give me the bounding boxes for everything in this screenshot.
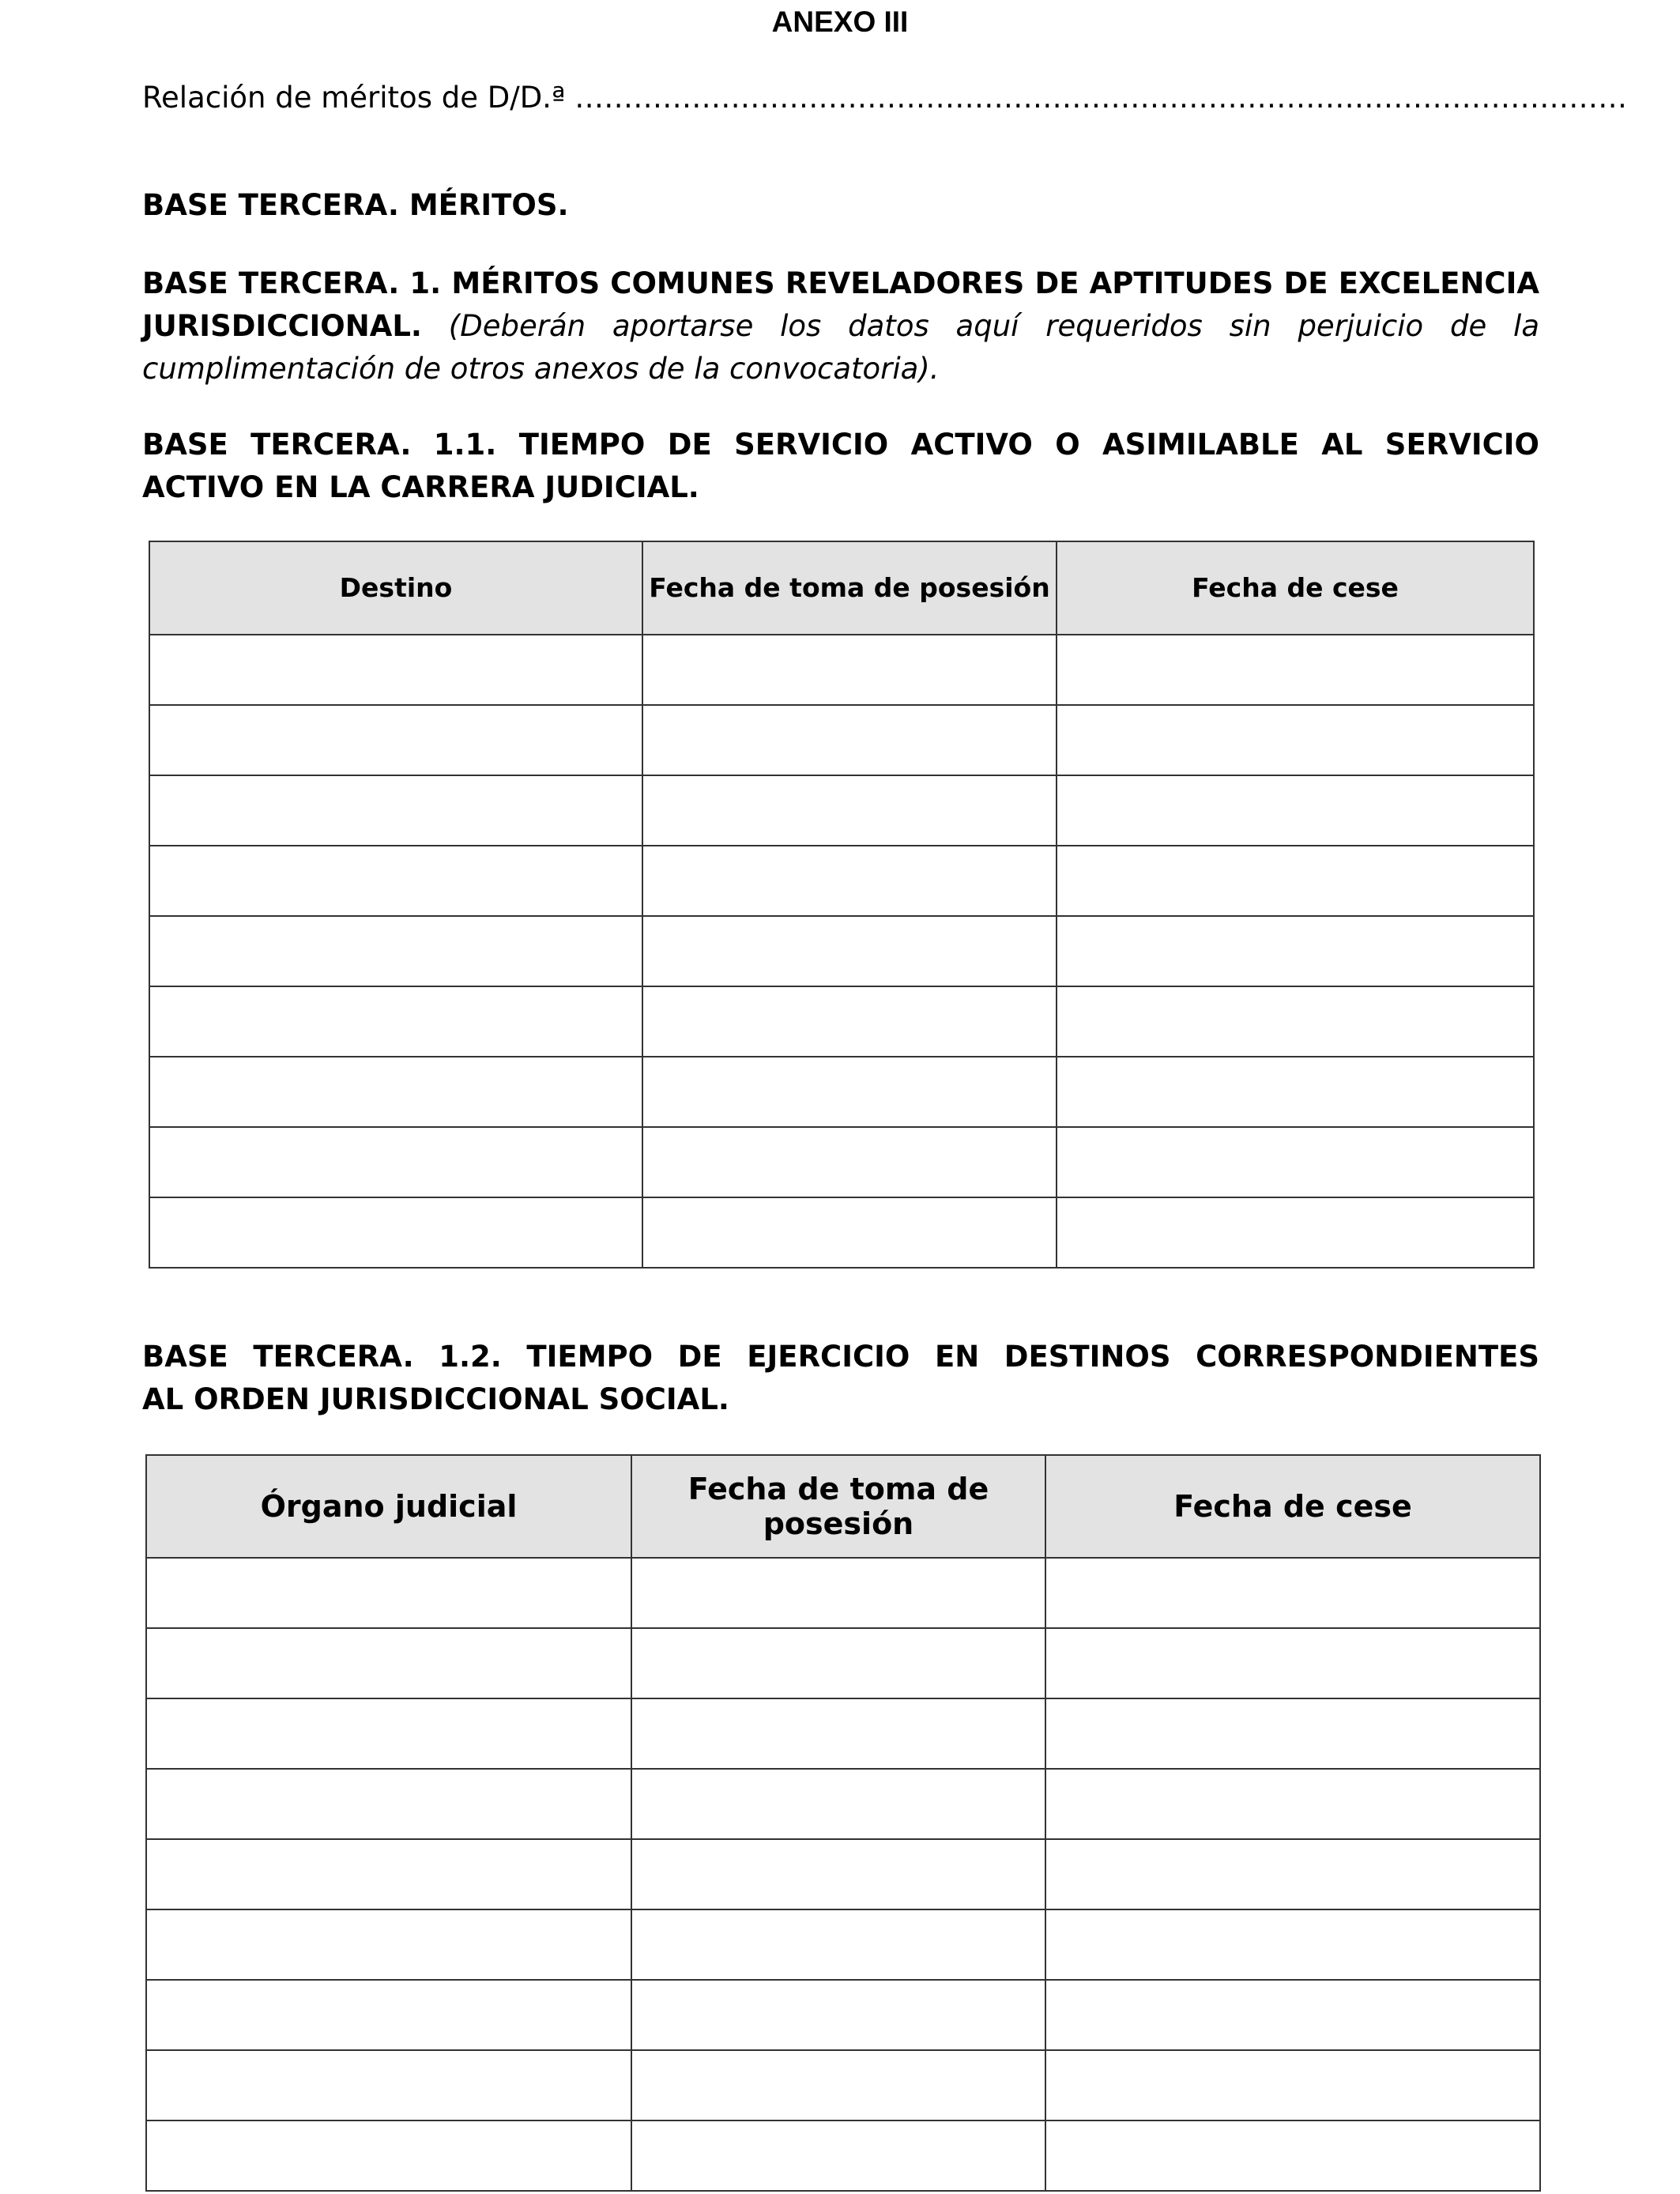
table-row [149,775,1534,846]
cell-organo-judicial[interactable] [146,1909,631,1980]
cell-destino[interactable] [149,1057,642,1127]
cell-fecha-toma[interactable] [642,916,1057,986]
cell-fecha-cese[interactable] [1045,2050,1540,2120]
table-row [149,635,1534,705]
cell-fecha-toma[interactable] [642,986,1057,1057]
cell-fecha-cese[interactable] [1045,2120,1540,2191]
cell-fecha-cese[interactable] [1057,1057,1534,1127]
cell-organo-judicial[interactable] [146,1980,631,2050]
cell-fecha-toma[interactable] [631,1698,1045,1769]
cell-organo-judicial[interactable] [146,2050,631,2120]
annex-title: ANEXO III [771,6,909,38]
column-header-fecha-cese: Fecha de cese [1057,541,1534,635]
cell-fecha-toma[interactable] [642,1197,1057,1268]
table-row [149,705,1534,775]
table-row [146,2120,1540,2191]
section-1-1-title-line1: BASE TERCERA. 1.1. TIEMPO DE SERVICIO ACTIVO O ASIMILABLE AL SERVICIO [142,428,1539,462]
cell-fecha-toma[interactable] [631,1980,1045,2050]
cell-fecha-toma[interactable] [642,1127,1057,1197]
cell-fecha-cese[interactable] [1057,916,1534,986]
cell-fecha-toma[interactable] [631,1558,1045,1628]
table-row [149,1057,1534,1127]
cell-organo-judicial[interactable] [146,1698,631,1769]
column-header-fecha-cese: Fecha de cese [1045,1455,1540,1558]
cell-destino[interactable] [149,986,642,1057]
table-tiempo-ejercicio-social [145,1454,1541,2192]
table-row [149,1197,1534,1268]
table-row [146,1769,1540,1839]
table-row [149,1127,1534,1197]
cell-fecha-cese[interactable] [1057,1197,1534,1268]
cell-fecha-cese[interactable] [1045,1558,1540,1628]
cell-fecha-toma[interactable] [642,775,1057,846]
cell-fecha-cese[interactable] [1057,775,1534,846]
cell-destino[interactable] [149,1127,642,1197]
cell-organo-judicial[interactable] [146,1558,631,1628]
cell-fecha-toma[interactable] [631,1628,1045,1698]
cell-organo-judicial[interactable] [146,1769,631,1839]
cell-destino[interactable] [149,705,642,775]
column-header-fecha-toma-posesion: Fecha de toma de posesión [631,1455,1045,1558]
cell-fecha-toma[interactable] [642,846,1057,916]
table-row [146,2050,1540,2120]
cell-fecha-toma[interactable] [631,2120,1045,2191]
cell-fecha-cese[interactable] [1057,1127,1534,1197]
cell-destino[interactable] [149,635,642,705]
column-header-organo-judicial: Órgano judicial [146,1455,631,1558]
table-row [149,916,1534,986]
section-1-note: (Deberán aportarse los datos aquí requeridos sin perjuicio de la cumplimentación de otros anexos de la convocatoria). [142,309,1540,386]
cell-fecha-cese[interactable] [1045,1698,1540,1769]
cell-destino[interactable] [149,775,642,846]
cell-fecha-toma[interactable] [631,1769,1045,1839]
cell-organo-judicial[interactable] [146,1628,631,1698]
cell-fecha-cese[interactable] [1057,986,1534,1057]
table-row [146,1628,1540,1698]
cell-fecha-cese[interactable] [1045,1980,1540,2050]
table-row [146,1980,1540,2050]
cell-organo-judicial[interactable] [146,2120,631,2191]
table-row [146,1698,1540,1769]
cell-fecha-cese[interactable] [1045,1628,1540,1698]
cell-fecha-toma[interactable] [642,705,1057,775]
cell-fecha-toma[interactable] [631,2050,1045,2120]
cell-destino[interactable] [149,916,642,986]
section-1-2-title-line1: BASE TERCERA. 1.2. TIEMPO DE EJERCICIO EN DESTINOS CORRESPONDIENTES [142,1340,1539,1374]
table-row [146,1558,1540,1628]
table-header-row [146,1455,1540,1558]
cell-fecha-cese[interactable] [1045,1909,1540,1980]
table-row [146,1909,1540,1980]
cell-fecha-cese[interactable] [1045,1769,1540,1839]
section-1-2-title-line2: AL ORDEN JURISDICCIONAL SOCIAL. [142,1382,729,1416]
table-header-row [149,541,1534,635]
cell-fecha-cese[interactable] [1057,705,1534,775]
table-tiempo-servicio [149,541,1535,1269]
table-row [149,986,1534,1057]
cell-organo-judicial[interactable] [146,1839,631,1909]
heading-base-tercera-meritos: BASE TERCERA. MÉRITOS. [142,188,569,222]
cell-fecha-toma[interactable] [631,1909,1045,1980]
cell-fecha-toma[interactable] [642,635,1057,705]
section-1-paragraph [142,262,1539,390]
column-header-destino: Destino [149,541,642,635]
section-1-title: BASE TERCERA. 1. MÉRITOS COMUNES REVELADORES DE APTITUDES DE EXCELENCIA JURISDICCIONAL. [142,266,1539,343]
relacion-line: Relación de méritos de D/D.ª ……………………………………………………………………………………………… [142,81,1628,115]
cell-fecha-cese[interactable] [1045,1839,1540,1909]
column-header-fecha-toma-posesion: Fecha de toma de posesión [642,541,1057,635]
table-row [149,846,1534,916]
cell-fecha-cese[interactable] [1057,635,1534,705]
cell-fecha-cese[interactable] [1057,846,1534,916]
cell-fecha-toma[interactable] [631,1839,1045,1909]
cell-fecha-toma[interactable] [642,1057,1057,1127]
cell-destino[interactable] [149,846,642,916]
table-row [146,1839,1540,1909]
cell-destino[interactable] [149,1197,642,1268]
section-1-1-title-line2: ACTIVO EN LA CARRERA JUDICIAL. [142,470,699,504]
